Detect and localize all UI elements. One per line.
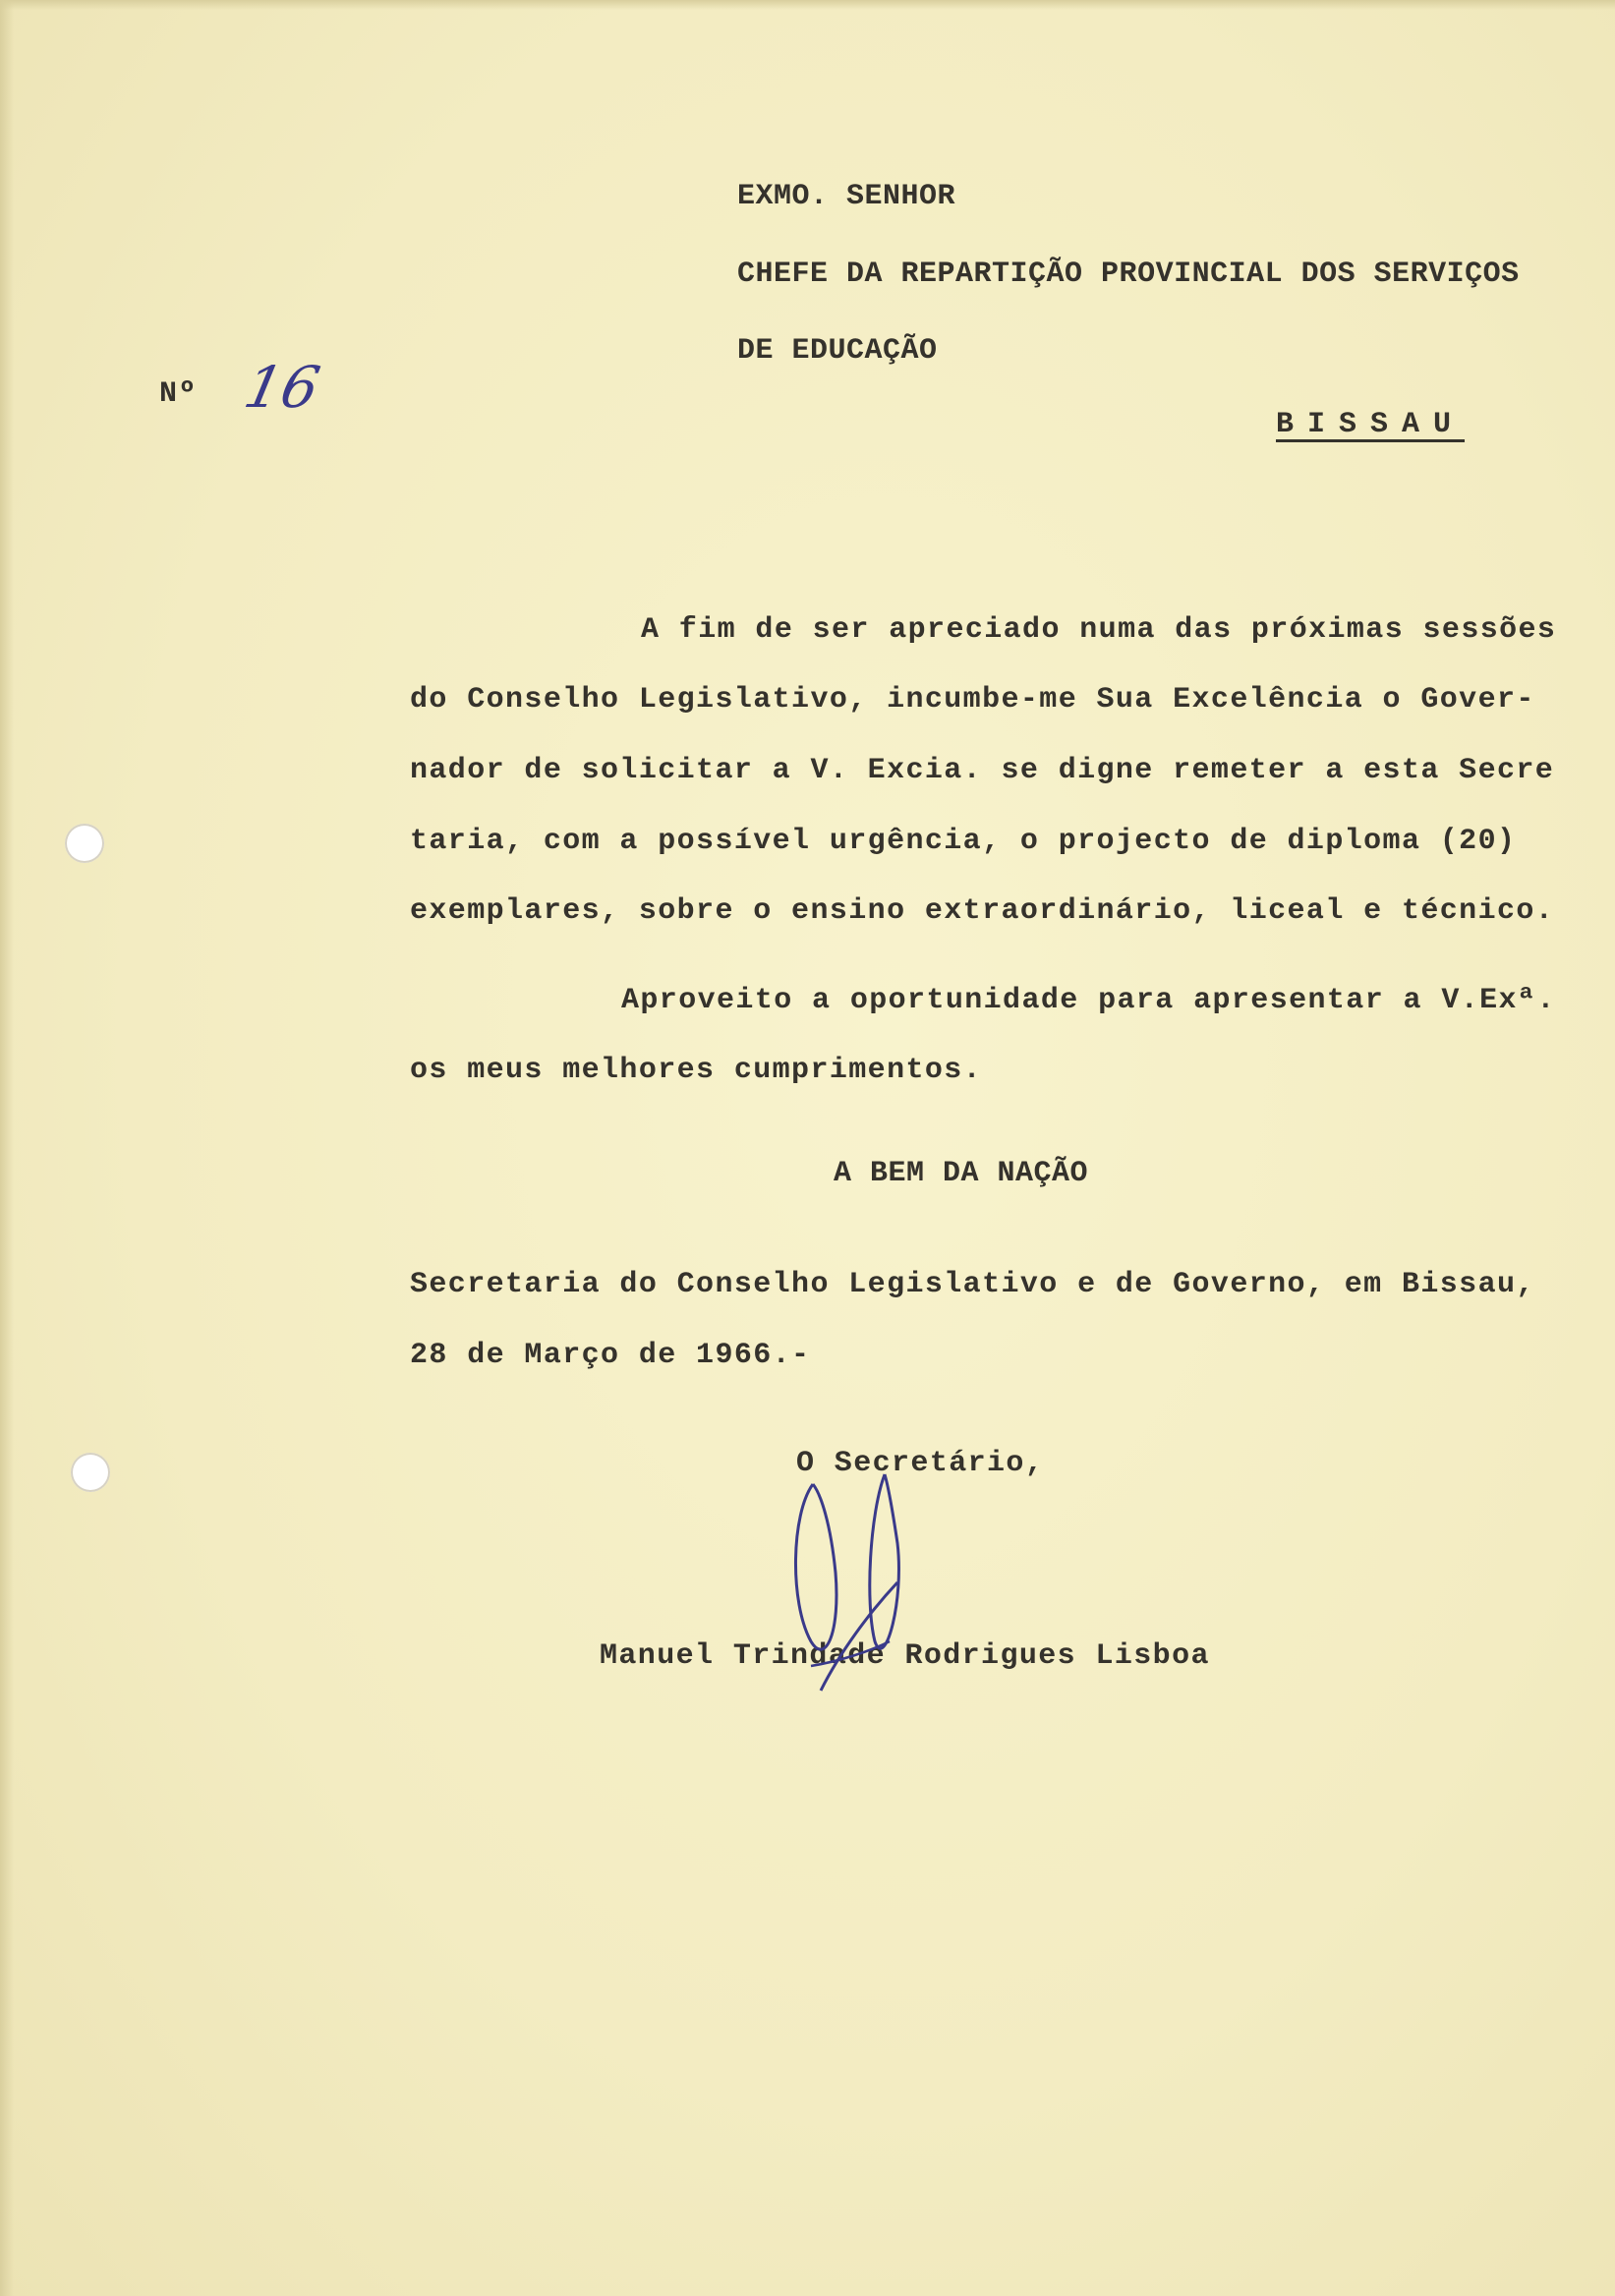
paragraph-1-line-2: do Conselho Legislativo, incumbe-me Sua Excelência o Gover- xyxy=(410,683,1535,717)
place-date-line: 28 de Março de 1966.- xyxy=(410,1339,811,1372)
reference-label: Nº xyxy=(159,377,198,411)
paragraph-1-line-5: exemplares, sobre o ensino extraordinário, liceal e técnico. xyxy=(410,894,1555,928)
paragraph-1-line-4: taria, com a possível urgência, o projecto de diploma (20) xyxy=(410,825,1517,858)
place-line-1: Secretaria do Conselho Legislativo e de Governo, em Bissau, xyxy=(410,1268,1535,1301)
paragraph-1-line-1: A fim de ser apreciado numa das próximas sessões xyxy=(641,613,1557,647)
paper-edge-top xyxy=(0,0,1615,10)
paragraph-1-line-3: nador de solicitar a V. Excia. se digne remeter a esta Secre xyxy=(410,754,1555,787)
addressee-line-2: DE EDUCAÇÃO xyxy=(737,334,938,368)
addressee-line-1: CHEFE DA REPARTIÇÃO PROVINCIAL DOS SERVIÇOS xyxy=(737,258,1520,291)
handwritten-signature xyxy=(781,1455,929,1700)
paragraph-2-line-2: os meus melhores cumprimentos. xyxy=(410,1054,983,1087)
motto: A BEM DA NAÇÃO xyxy=(834,1157,1089,1190)
punch-hole-top xyxy=(65,824,104,863)
salutation: EXMO. SENHOR xyxy=(737,180,956,213)
signer-title: O Secretário, xyxy=(796,1447,1045,1480)
city: BISSAU xyxy=(1276,408,1466,441)
reference-number: 16 xyxy=(238,354,326,421)
signer-name: Manuel Trindade Rodrigues Lisboa xyxy=(600,1639,1210,1673)
paragraph-2-line-1: Aproveito a oportunidade para apresentar a V.Exª. xyxy=(621,984,1556,1017)
punch-hole-bottom xyxy=(71,1453,110,1492)
paper-edge-left xyxy=(0,0,14,2296)
